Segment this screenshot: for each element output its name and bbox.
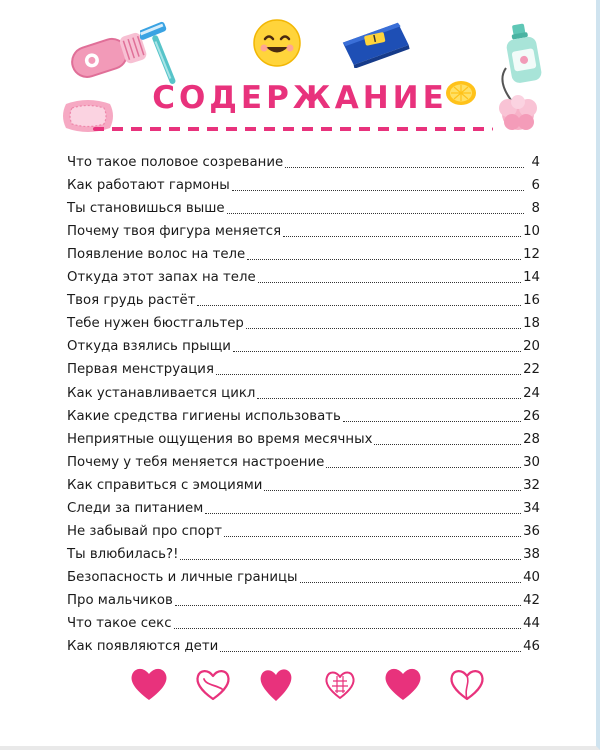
- toc-title: Что такое секс: [67, 615, 172, 631]
- toc-title: Как справиться с эмоциями: [67, 477, 263, 493]
- toc-row[interactable]: [67, 264, 540, 287]
- toc-leader: [283, 235, 521, 237]
- toc-page: 46: [523, 639, 540, 655]
- toc-page: 22: [523, 362, 540, 378]
- toc-title: Как работают гармоны: [67, 178, 230, 194]
- solid-heart-icon: [255, 665, 297, 703]
- toc-title: Как появляются дети: [67, 639, 219, 655]
- toc-row[interactable]: [67, 333, 540, 356]
- toc-leader: [175, 604, 521, 606]
- toc-page: 16: [523, 293, 540, 309]
- toc-page: 42: [523, 592, 540, 608]
- toc-page: 44: [523, 615, 540, 631]
- toc-row[interactable]: [67, 403, 540, 426]
- footer-hearts: [128, 664, 488, 704]
- toc-title: Появление волос на теле: [67, 247, 246, 263]
- toc-row[interactable]: [67, 379, 540, 402]
- toc-leader: [174, 627, 522, 629]
- toc-page: 36: [523, 523, 540, 539]
- toc-leader: [257, 397, 521, 399]
- toc-leader: [247, 258, 521, 260]
- toc-row[interactable]: [67, 241, 540, 264]
- toc-page: 18: [523, 316, 540, 332]
- toc-row[interactable]: [67, 310, 540, 333]
- toc-leader: [374, 443, 521, 445]
- toc-leader: [224, 535, 521, 537]
- toc-title: Следи за питанием: [67, 500, 204, 516]
- toc-leader: [233, 350, 521, 352]
- toc-title: Как устанавливается цикл: [67, 385, 256, 401]
- toc-leader: [264, 489, 521, 491]
- toc-row[interactable]: [67, 218, 540, 241]
- toc-page: 32: [523, 477, 540, 493]
- table-of-contents: [67, 149, 540, 656]
- toc-title: Безопасность и личные границы: [67, 569, 298, 585]
- page-title: СОДЕРЖАНИЕ: [152, 80, 448, 116]
- toc-row[interactable]: [67, 172, 540, 195]
- toc-title: Про мальчиков: [67, 592, 173, 608]
- toc-row[interactable]: [67, 426, 540, 449]
- solid-heart-icon: [128, 665, 170, 703]
- smiley-icon: [252, 18, 302, 68]
- toc-row[interactable]: [67, 149, 540, 172]
- toc-title: Первая менструация: [67, 362, 214, 378]
- bathroom-scale-icon: [338, 22, 412, 68]
- toc-leader: [300, 581, 522, 583]
- toc-row[interactable]: [67, 587, 540, 610]
- toc-leader: [232, 189, 524, 191]
- toc-row[interactable]: [67, 518, 540, 541]
- solid-heart-icon: [382, 665, 424, 703]
- toc-page: 20: [523, 339, 540, 355]
- toc-page: 28: [523, 431, 540, 447]
- toc-page: 30: [523, 454, 540, 470]
- toc-title: Тебе нужен бюстгальтер: [67, 316, 244, 332]
- toc-row[interactable]: [67, 472, 540, 495]
- toc-title: Неприятные ощущения во время месячных: [67, 431, 373, 447]
- toc-row[interactable]: [67, 195, 540, 218]
- toc-leader: [216, 373, 521, 375]
- toc-title: Ты становишься выше: [67, 201, 225, 217]
- toc-row[interactable]: [67, 564, 540, 587]
- toc-row[interactable]: [67, 356, 540, 379]
- outline-heart-icon: [192, 665, 234, 703]
- toc-leader: [258, 281, 521, 283]
- toc-leader: [326, 466, 521, 468]
- toc-title: Почему у тебя меняется настроение: [67, 454, 325, 470]
- toc-page: 10: [523, 224, 540, 240]
- toc-page: 14: [523, 270, 540, 286]
- toc-page: 24: [523, 385, 540, 401]
- toc-page: 40: [523, 569, 540, 585]
- toc-leader: [343, 420, 521, 422]
- toc-leader: [197, 304, 521, 306]
- toc-page: 12: [523, 247, 540, 263]
- toc-leader: [227, 212, 524, 214]
- toc-row[interactable]: [67, 495, 540, 518]
- toc-page: 8: [531, 201, 540, 217]
- toc-leader: [205, 512, 521, 514]
- toc-title: Откуда взялись прыщи: [67, 339, 231, 355]
- toc-title: Твоя грудь растёт: [67, 293, 196, 309]
- toc-page: 34: [523, 500, 540, 516]
- toc-title: Что такое половое созревание: [67, 155, 284, 171]
- toc-page: 6: [531, 178, 540, 194]
- toc-leader: [285, 166, 524, 168]
- toc-leader: [246, 327, 521, 329]
- outline-heart-icon: [446, 665, 488, 703]
- toc-row[interactable]: [67, 610, 540, 633]
- toc-row[interactable]: [67, 633, 540, 656]
- toc-title: Почему твоя фигура меняется: [67, 224, 282, 240]
- toc-row[interactable]: [67, 541, 540, 564]
- dashed-divider: [93, 127, 493, 131]
- toc-page: 26: [523, 408, 540, 424]
- toc-leader: [180, 558, 521, 560]
- toc-title: Откуда этот запах на теле: [67, 270, 256, 286]
- toc-page: 38: [523, 546, 540, 562]
- toc-row[interactable]: [67, 449, 540, 472]
- toc-title: Ты влюбилась?!: [67, 546, 179, 562]
- toc-page: 4: [531, 155, 540, 171]
- toc-row[interactable]: [67, 287, 540, 310]
- toc-title: Какие средства гигиены использовать: [67, 408, 341, 424]
- toc-leader: [220, 650, 521, 652]
- toc-title: Не забывай про спорт: [67, 523, 222, 539]
- outline-heart-icon: [319, 665, 361, 703]
